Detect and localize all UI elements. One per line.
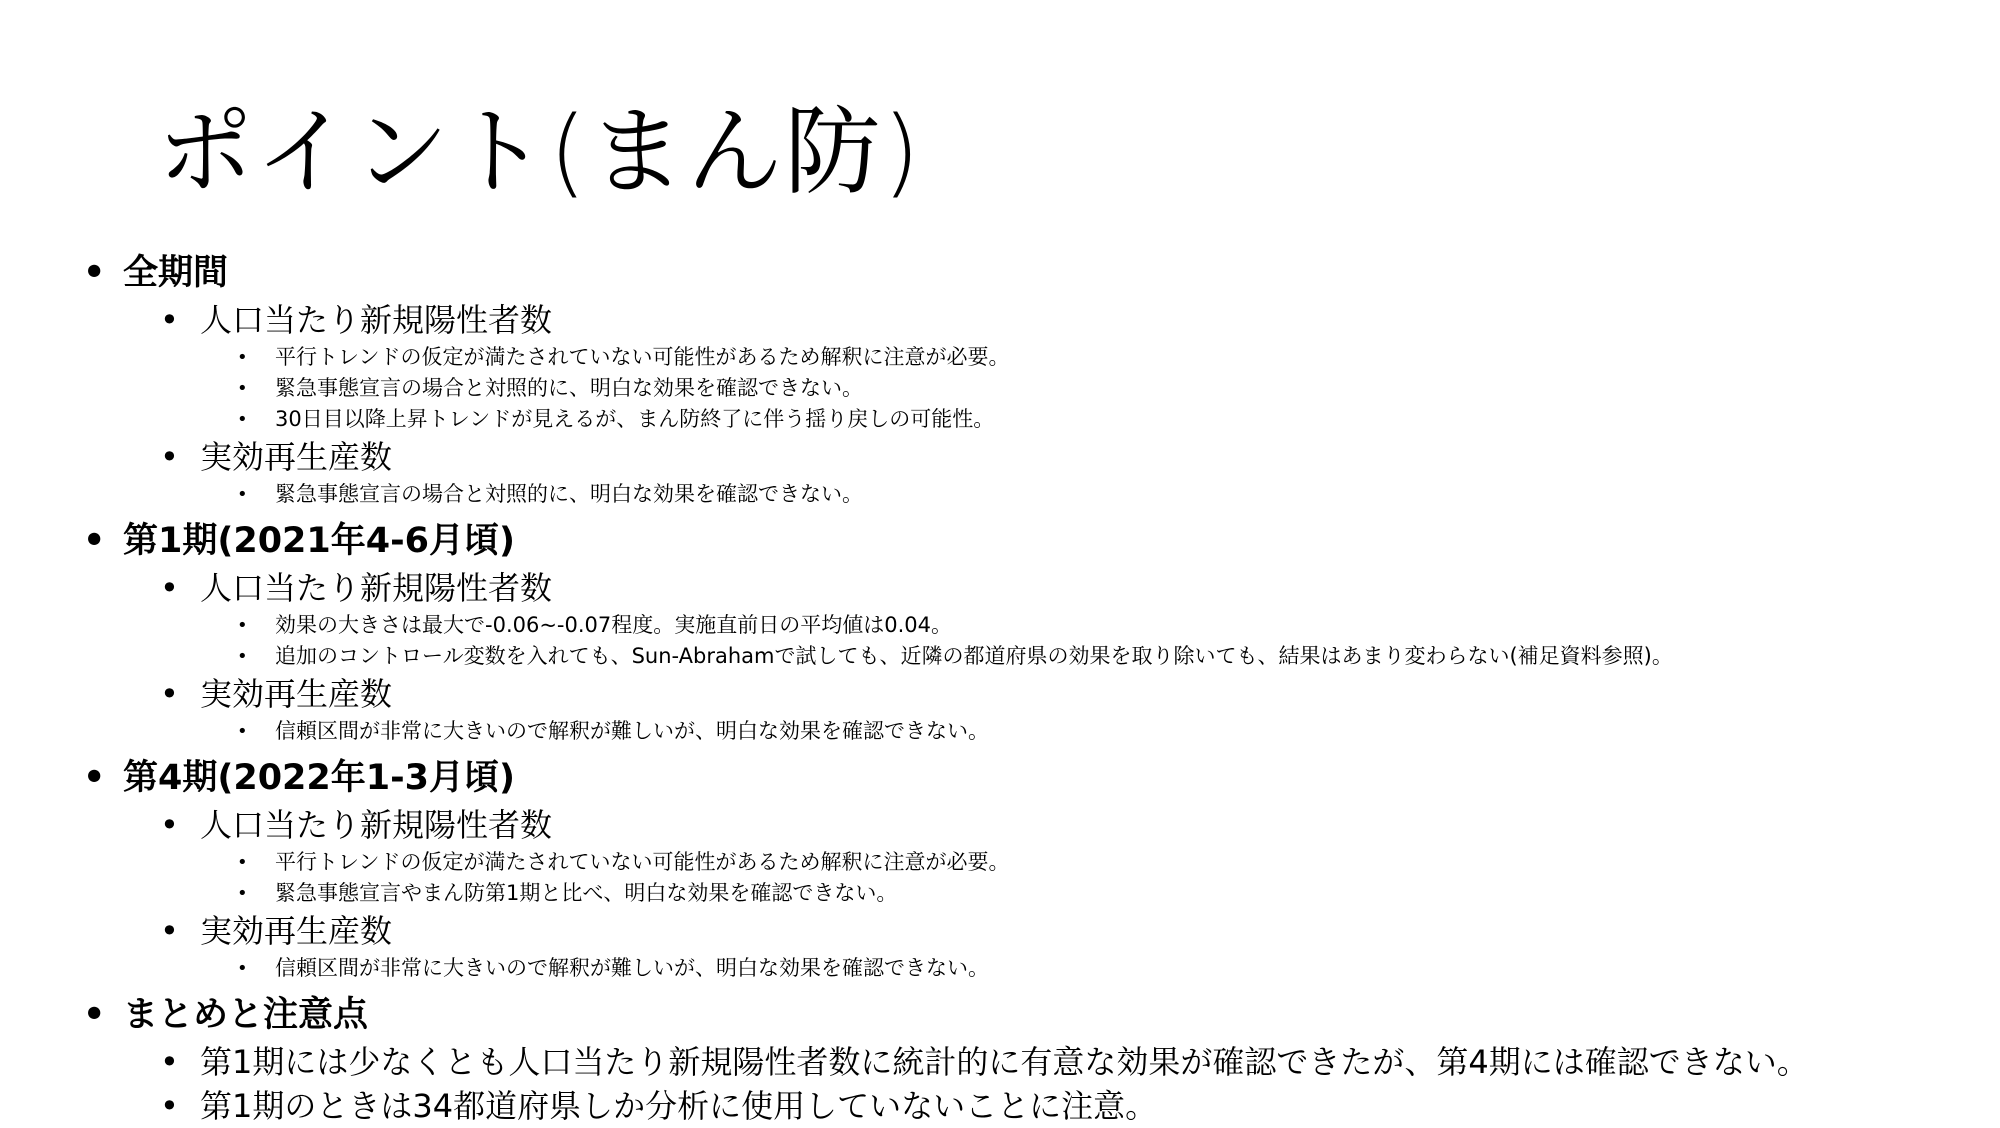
- summary-note-text: 第1期のときは34都道府県しか分析に使用していないことに注意。: [200, 1087, 1158, 1125]
- detail-text: 信頼区間が非常に大きいので解釈が難しいが、明白な効果を確認できない。: [275, 719, 989, 743]
- section-heading-text: 第4期(2022年1-3月頃): [123, 758, 515, 798]
- section-heading: [83, 248, 1983, 298]
- bullet-icon: •: [237, 958, 248, 979]
- summary-note-text: 第1期には少なくとも人口当たり新規陽性者数に統計的に有意な効果が確認できたが、第4期には確認できない。: [200, 1043, 1809, 1081]
- bullet-icon: •: [237, 646, 248, 667]
- bullet-icon: •: [237, 721, 248, 742]
- detail-item: [83, 342, 1983, 373]
- detail-item: [83, 847, 1983, 878]
- detail-text: 追加のコントロール変数を入れても、Sun-Abrahamで試しても、近隣の都道府県の効果を取り除いても、結果はあまり変わらない(補足資料参照)。: [275, 644, 1673, 668]
- bullet-icon: •: [237, 852, 248, 873]
- detail-item: [83, 878, 1983, 909]
- detail-item: [83, 953, 1983, 984]
- bullet-icon: •: [160, 438, 179, 476]
- bullet-icon: •: [237, 883, 248, 904]
- section-heading: [83, 516, 1983, 566]
- section-heading: [83, 990, 1983, 1040]
- subheading: [83, 435, 1983, 479]
- detail-item: [83, 404, 1983, 435]
- section-heading-text: まとめと注意点: [123, 995, 369, 1035]
- subheading-text: 実効再生産数: [200, 438, 393, 476]
- detail-text: 緊急事態宣言の場合と対照的に、明白な効果を確認できない。: [275, 376, 863, 400]
- subheading: [83, 566, 1983, 610]
- slide-title: ポイント(まん防): [157, 96, 922, 208]
- bullet-icon: •: [160, 569, 179, 607]
- bullet-icon: •: [160, 1087, 179, 1125]
- section-heading-text: 第1期(2021年4-6月頃): [123, 521, 515, 561]
- summary-note: [83, 1040, 1983, 1084]
- subheading: [83, 672, 1983, 716]
- slide-content: [83, 248, 1983, 1128]
- subheading-text: 実効再生産数: [200, 675, 393, 713]
- bullet-icon: •: [160, 301, 179, 339]
- bullet-icon: •: [160, 1043, 179, 1081]
- subheading-text: 人口当たり新規陽性者数: [200, 806, 553, 844]
- detail-item: [83, 716, 1983, 747]
- detail-text: 30日目以降上昇トレンドが見えるが、まん防終了に伴う揺り戻しの可能性。: [275, 407, 995, 431]
- detail-item: [83, 479, 1983, 510]
- bullet-icon: •: [237, 615, 248, 636]
- section-heading: [83, 753, 1983, 803]
- bullet-icon: •: [160, 912, 179, 950]
- detail-text: 効果の大きさは最大で-0.06~-0.07程度。実施直前日の平均値は0.04。: [275, 613, 953, 637]
- bullet-icon: •: [237, 347, 248, 368]
- bullet-icon: •: [160, 675, 179, 713]
- detail-text: 平行トレンドの仮定が満たされていない可能性があるため解釈に注意が必要。: [275, 850, 1010, 874]
- subheading-text: 人口当たり新規陽性者数: [200, 301, 553, 339]
- bullet-icon: •: [83, 758, 106, 798]
- bullet-icon: •: [237, 378, 248, 399]
- detail-text: 平行トレンドの仮定が満たされていない可能性があるため解釈に注意が必要。: [275, 345, 1010, 369]
- detail-item: [83, 641, 1983, 672]
- summary-note: [83, 1084, 1983, 1128]
- detail-item: [83, 373, 1983, 404]
- bullet-icon: •: [237, 409, 248, 430]
- bullet-icon: •: [160, 806, 179, 844]
- section-heading-text: 全期間: [123, 253, 229, 293]
- subheading-text: 実効再生産数: [200, 912, 393, 950]
- subheading-text: 人口当たり新規陽性者数: [200, 569, 553, 607]
- detail-text: 緊急事態宣言やまん防第1期と比べ、明白な効果を確認できない。: [275, 881, 898, 905]
- detail-item: [83, 610, 1983, 641]
- subheading: [83, 909, 1983, 953]
- bullet-icon: •: [83, 995, 106, 1035]
- bullet-icon: •: [237, 484, 248, 505]
- detail-text: 緊急事態宣言の場合と対照的に、明白な効果を確認できない。: [275, 482, 863, 506]
- bullet-icon: •: [83, 521, 106, 561]
- subheading: [83, 803, 1983, 847]
- detail-text: 信頼区間が非常に大きいので解釈が難しいが、明白な効果を確認できない。: [275, 956, 989, 980]
- bullet-icon: •: [83, 253, 106, 293]
- subheading: [83, 298, 1983, 342]
